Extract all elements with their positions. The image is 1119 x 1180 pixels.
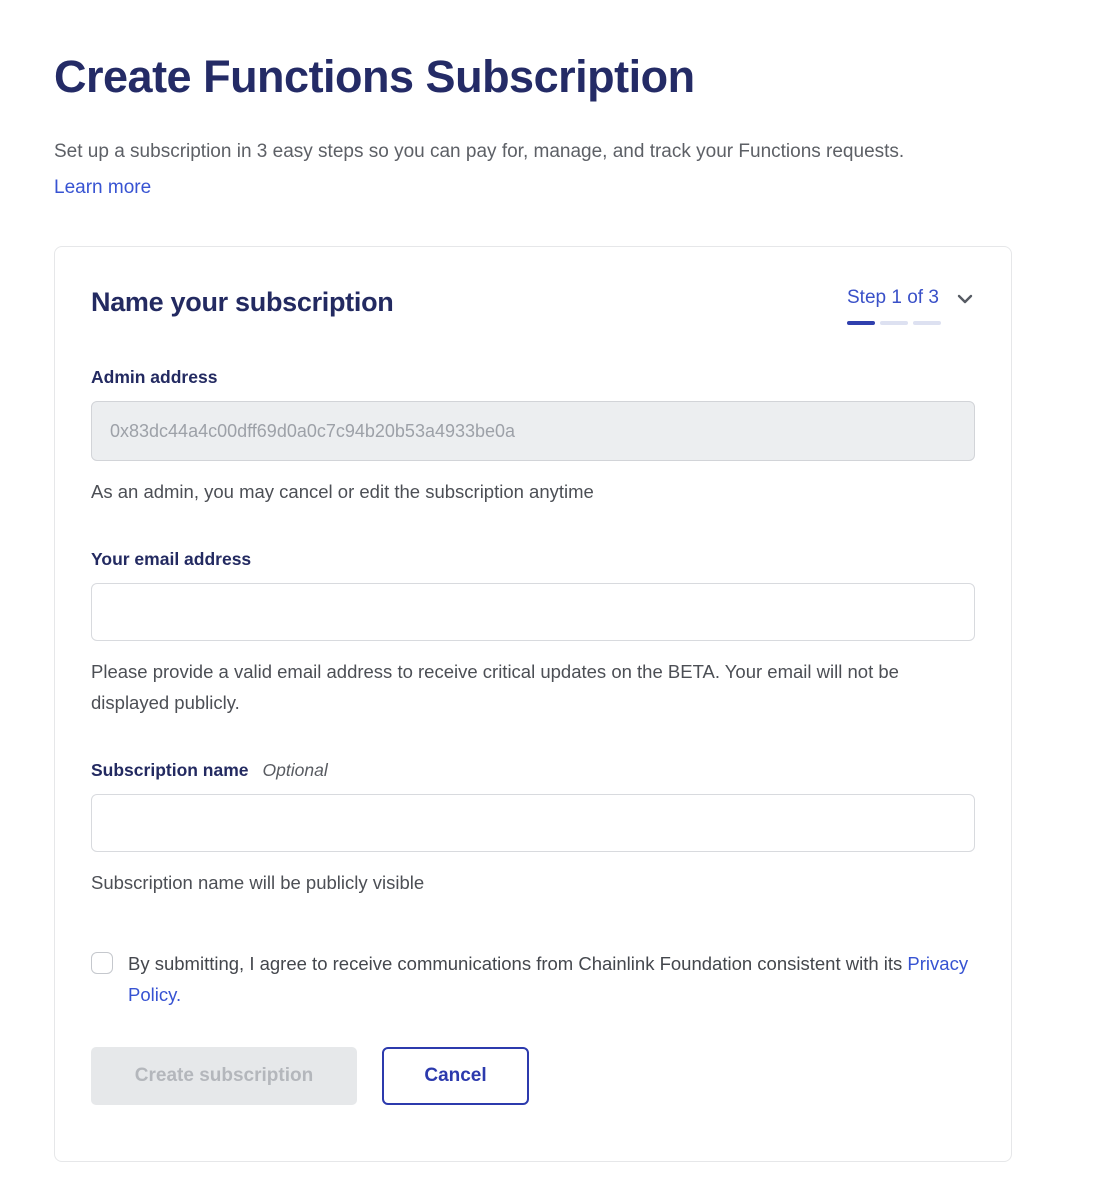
admin-address-input — [91, 401, 975, 461]
admin-address-helper: As an admin, you may cancel or edit the subscription anytime — [91, 481, 594, 502]
chevron-down-icon[interactable] — [955, 289, 975, 314]
subscription-name-input[interactable] — [91, 794, 975, 852]
card-heading: Name your subscription — [91, 287, 394, 317]
learn-more-link[interactable]: Learn more — [54, 177, 152, 198]
subscription-name-label-row — [91, 760, 975, 794]
email-group — [91, 549, 975, 718]
page — [0, 50, 1119, 1162]
create-subscription-button[interactable]: Create subscription — [91, 1047, 357, 1105]
consent-text-body: By submitting, I agree to receive communications from Chainlink Foundation consistent with its — [128, 953, 908, 974]
subscription-name-label: Subscription name — [91, 760, 249, 780]
page-subtitle-text: Set up a subscription in 3 easy steps so you can pay for, manage, and track your Functions requests. — [54, 141, 905, 162]
card-header — [91, 287, 975, 325]
email-input[interactable] — [91, 583, 975, 641]
admin-address-group — [91, 367, 975, 507]
page-title: Create Functions Subscription — [54, 51, 695, 102]
step-bar-3 — [913, 321, 941, 325]
step-bar-2 — [880, 321, 908, 325]
subscription-name-helper: Subscription name will be publicly visible — [91, 872, 425, 893]
admin-address-label: Admin address — [91, 367, 218, 387]
email-label: Your email address — [91, 549, 252, 569]
step-progress-bars — [847, 321, 941, 325]
step-label: Step 1 of 3 — [847, 287, 939, 308]
consent-text — [128, 948, 975, 1010]
consent-row — [91, 948, 975, 1010]
step-progress — [847, 287, 941, 325]
subscription-form-card — [54, 246, 1012, 1162]
subscription-name-group — [91, 760, 975, 898]
button-row — [91, 1047, 975, 1105]
optional-tag: Optional — [262, 760, 328, 780]
consent-checkbox[interactable] — [91, 952, 113, 974]
step-indicator[interactable] — [847, 287, 975, 325]
page-subtitle — [54, 134, 934, 206]
email-helper: Please provide a valid email address to receive critical updates on the BETA. Your email will not be displayed publicly. — [91, 661, 899, 713]
cancel-button[interactable]: Cancel — [382, 1047, 529, 1105]
privacy-policy-link[interactable]: Privacy Policy. — [128, 953, 969, 1005]
step-bar-1 — [847, 321, 875, 325]
